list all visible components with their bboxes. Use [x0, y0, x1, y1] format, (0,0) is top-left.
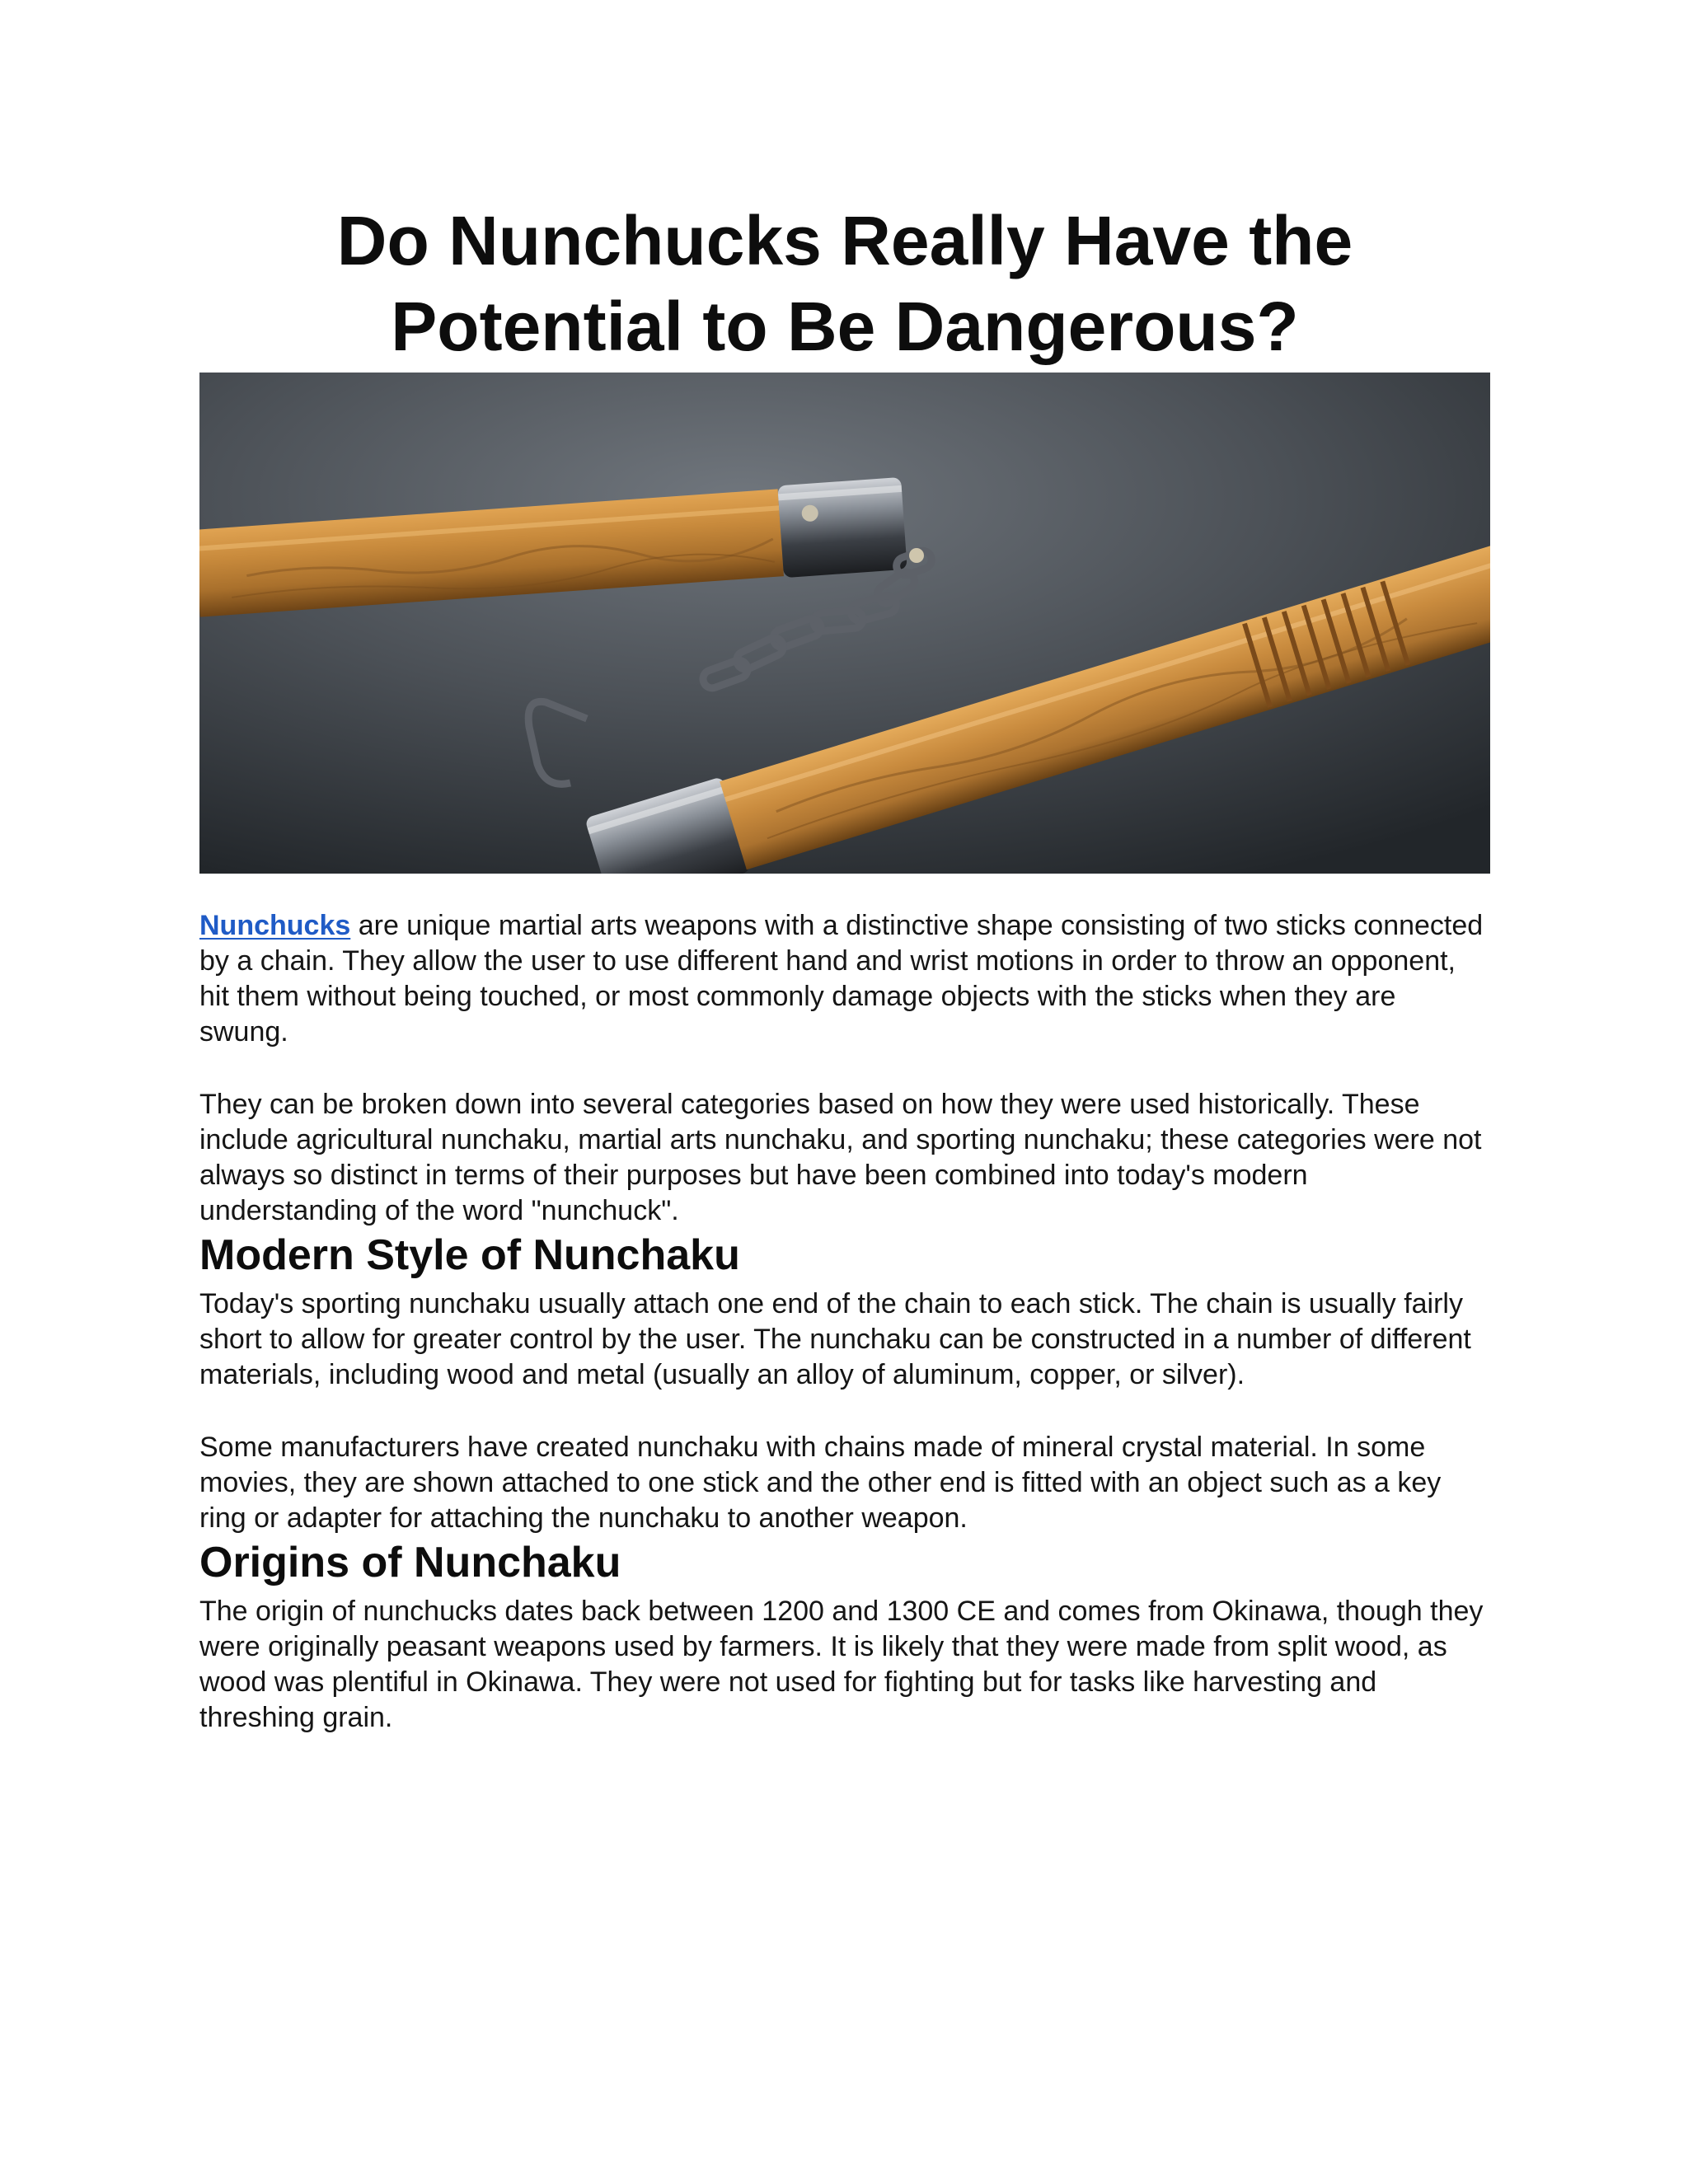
title-line-1: Do Nunchucks Really Have the [336, 202, 1353, 279]
modern-style-paragraph-2: Some manufacturers have created nunchaku with chains made of mineral crystal material. In some movies, they are shown attached to one stick and the other end is fitted with an object such as a key ring or adapter for attaching the nunchaku to another weapon. [199, 1432, 1442, 1534]
intro-text: are unique martial arts weapons with a distinctive shape consisting of two sticks connected by a chain. They allow the user to use different hand and wrist motions in order to throw an opponent, hit them without being touched, or most commonly damage objects with the sticks when they are swung. [199, 910, 1484, 1047]
origins-paragraph-1: The origin of nunchucks dates back between 1200 and 1300 CE and comes from Okinawa, though they were originally peasant weapons used by farmers. It is likely that they were made from split wood, as wood was plentiful in Okinawa. They were not used for fighting but for tasks like harvesting and threshing grain. [199, 1596, 1484, 1733]
page-title [199, 198, 1490, 369]
modern-style-paragraph-1: Today's sporting nunchaku usually attach one end of the chain to each stick. The chain is usually fairly short to allow for greater control by the user. The nunchaku can be constructed in a number of different materials, including wood and metal (usually an alloy of aluminum, copper, or silver). [199, 1288, 1471, 1390]
article [199, 198, 1490, 1736]
categories-paragraph: They can be broken down into several categories based on how they were used historically. These include agricultural nunchaku, martial arts nunchaku, and sporting nunchaku; these categories were not always so distinct in terms of their purposes but have been combined into today's modern understanding of the word "nunchuck". [199, 1089, 1482, 1226]
section-heading-modern-style: Modern Style of Nunchaku [199, 1231, 740, 1279]
nunchaku-photo [199, 373, 1490, 874]
intro-paragraph [199, 908, 1490, 1050]
nunchucks-link[interactable]: Nunchucks [199, 910, 351, 941]
section-heading-origins: Origins of Nunchaku [199, 1539, 621, 1586]
title-line-2: Potential to Be Dangerous? [391, 288, 1299, 365]
